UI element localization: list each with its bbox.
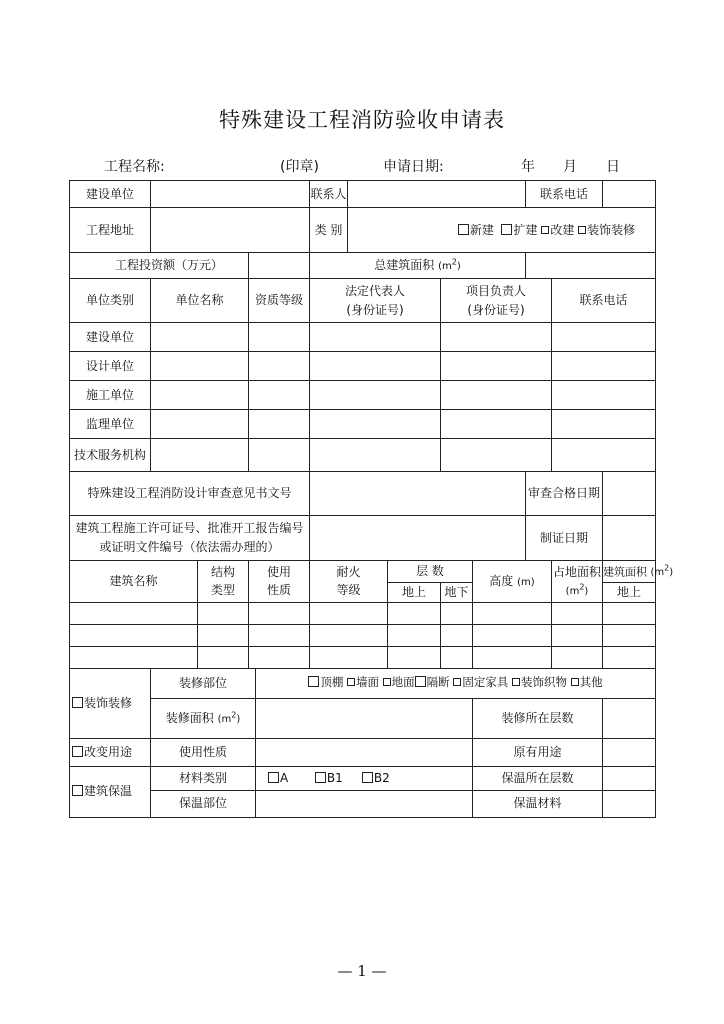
class-a-checkbox[interactable] xyxy=(268,772,279,783)
other-checkbox[interactable] xyxy=(571,678,579,686)
decoration-area-label: 装修面积 $(m^2)$ xyxy=(151,698,256,738)
insulation-material-name-label: 保温材料 xyxy=(473,790,603,817)
day-label: 日 xyxy=(606,159,620,175)
unit-cell[interactable] xyxy=(249,439,310,472)
total-area-field[interactable] xyxy=(526,253,656,279)
decoration-checkbox[interactable] xyxy=(72,697,83,708)
decoration-section: 装饰装修 xyxy=(70,668,151,738)
category-rebuild-label: 改建 xyxy=(550,222,575,237)
height-header: 高度 (m) xyxy=(473,561,552,603)
unit-cell[interactable] xyxy=(151,439,249,472)
pass-date-field[interactable] xyxy=(603,472,656,516)
insulation-section: 建筑保温 xyxy=(70,766,151,817)
building-cell[interactable] xyxy=(70,602,198,624)
building-cell[interactable] xyxy=(198,646,249,668)
building-cell[interactable] xyxy=(603,646,656,668)
land-area-header: 占地面积 $(m^2)$ xyxy=(552,561,603,603)
contact-person-label: 联系人 xyxy=(310,181,348,208)
partition-checkbox[interactable] xyxy=(415,676,426,687)
building-area-header: 建筑面积 $(m^2)$ xyxy=(603,561,656,583)
building-cell[interactable] xyxy=(552,646,603,668)
qualification-header: 资质等级 xyxy=(249,279,310,323)
building-cell[interactable] xyxy=(388,646,441,668)
application-form-table xyxy=(69,180,674,818)
fabric-checkbox[interactable] xyxy=(512,678,520,686)
unit-cell[interactable] xyxy=(552,323,656,352)
insulation-floor-label: 保温所在层数 xyxy=(473,766,603,790)
floor-checkbox[interactable] xyxy=(383,678,391,686)
building-cell[interactable] xyxy=(441,624,473,646)
contact-person-field[interactable] xyxy=(348,181,526,208)
building-cell[interactable] xyxy=(70,624,198,646)
usage-header: 使用 性质 xyxy=(249,561,310,603)
unit-row-label: 设计单位 xyxy=(70,352,151,381)
decor-checkbox[interactable] xyxy=(578,226,586,234)
area-above-header: 地上 xyxy=(603,583,656,603)
building-cell[interactable] xyxy=(473,624,552,646)
contact-phone-field[interactable] xyxy=(603,181,656,208)
legal-rep-header: 法定代表人 (身份证号) xyxy=(310,279,441,323)
unit-cell[interactable] xyxy=(151,410,249,439)
unit-cell[interactable] xyxy=(441,439,552,472)
unit-cell[interactable] xyxy=(552,439,656,472)
issue-date-field[interactable] xyxy=(603,516,656,561)
unit-cell[interactable] xyxy=(441,323,552,352)
year-label: 年 xyxy=(521,159,535,175)
decoration-part-options: 顶棚 墙面 地面 隔断 固定家具 装饰织物 其他 xyxy=(256,668,656,698)
unit-cell[interactable] xyxy=(151,352,249,381)
page-number: — 1 — xyxy=(337,962,387,980)
building-name-header: 建筑名称 xyxy=(70,561,198,603)
month-label: 月 xyxy=(563,159,577,175)
insulation-material-options: A B1 B2 xyxy=(256,766,473,790)
build-unit-label: 建设单位 xyxy=(70,181,151,208)
building-cell[interactable] xyxy=(388,602,441,624)
insulation-material-label: 材料类别 xyxy=(151,766,256,790)
build-unit-field[interactable] xyxy=(151,181,310,208)
building-cell[interactable] xyxy=(473,602,552,624)
review-doc-label: 特殊建设工程消防设计审查意见书文号 xyxy=(70,472,310,516)
pass-date-label: 审查合格日期 xyxy=(526,472,603,516)
category-expand-label: 扩建 xyxy=(513,222,538,237)
investment-label: 工程投资额（万元） xyxy=(70,253,249,279)
permit-field[interactable] xyxy=(310,516,526,561)
original-use-field[interactable] xyxy=(603,738,656,766)
unit-name-header: 单位名称 xyxy=(151,279,249,323)
decoration-area-field[interactable] xyxy=(256,698,473,738)
unit-row-label: 建设单位 xyxy=(70,323,151,352)
building-cell[interactable] xyxy=(198,624,249,646)
address-label: 工程地址 xyxy=(70,208,151,253)
unit-cell[interactable] xyxy=(249,381,310,410)
building-cell[interactable] xyxy=(473,646,552,668)
building-cell[interactable] xyxy=(70,646,198,668)
unit-cell[interactable] xyxy=(552,381,656,410)
page-title: 特殊建设工程消防验收申请表 xyxy=(219,108,505,132)
unit-cell[interactable] xyxy=(552,352,656,381)
unit-cell[interactable] xyxy=(310,410,441,439)
insulation-part-field[interactable] xyxy=(256,790,473,817)
floors-above-header: 地上 xyxy=(388,583,441,603)
unit-cell[interactable] xyxy=(310,323,441,352)
building-cell[interactable] xyxy=(603,624,656,646)
issue-date-label: 制证日期 xyxy=(526,516,603,561)
building-cell[interactable] xyxy=(552,624,603,646)
category-decor-label: 装饰装修 xyxy=(587,222,636,237)
category-options xyxy=(348,208,656,253)
building-cell[interactable] xyxy=(441,646,473,668)
building-cell[interactable] xyxy=(249,602,310,624)
insulation-checkbox[interactable] xyxy=(72,785,83,796)
category-label: 类 别 xyxy=(310,208,348,253)
permit-label: 建筑工程施工许可证号、批准开工报告编号 或证明文件编号（依法需办理的） xyxy=(70,516,310,561)
category-new-label: 新建 xyxy=(469,222,494,237)
rebuild-checkbox[interactable] xyxy=(541,226,549,234)
unit-row-label: 监理单位 xyxy=(70,410,151,439)
floors-header: 层 数 xyxy=(388,561,473,583)
project-name-label: 工程名称: xyxy=(104,159,165,175)
unit-cell[interactable] xyxy=(310,352,441,381)
insulation-floor-field[interactable] xyxy=(603,766,656,790)
building-cell[interactable] xyxy=(441,602,473,624)
ceiling-checkbox[interactable] xyxy=(308,676,319,687)
unit-cell[interactable] xyxy=(249,323,310,352)
unit-cell[interactable] xyxy=(151,381,249,410)
change-use-usage-label: 使用性质 xyxy=(151,738,256,766)
unit-cell[interactable] xyxy=(151,323,249,352)
decoration-floor-field[interactable] xyxy=(603,698,656,738)
decoration-part-label: 装修部位 xyxy=(151,668,256,698)
unit-type-header: 单位类别 xyxy=(70,279,151,323)
class-b1-checkbox[interactable] xyxy=(315,772,326,783)
unit-cell[interactable] xyxy=(441,352,552,381)
change-use-checkbox[interactable] xyxy=(72,746,83,757)
insulation-part-label: 保温部位 xyxy=(151,790,256,817)
building-cell[interactable] xyxy=(198,602,249,624)
unit-cell[interactable] xyxy=(310,381,441,410)
building-cell[interactable] xyxy=(249,624,310,646)
change-use-usage-field[interactable] xyxy=(256,738,473,766)
insulation-material-name-field[interactable] xyxy=(603,790,656,817)
building-cell[interactable] xyxy=(249,646,310,668)
expand-checkbox[interactable] xyxy=(501,224,512,235)
building-cell[interactable] xyxy=(310,624,388,646)
building-cell[interactable] xyxy=(310,646,388,668)
unit-phone-header: 联系电话 xyxy=(552,279,656,323)
unit-cell[interactable] xyxy=(249,352,310,381)
class-b2-checkbox[interactable] xyxy=(362,772,373,783)
building-cell[interactable] xyxy=(552,602,603,624)
project-manager-header: 项目负责人 (身份证号) xyxy=(441,279,552,323)
seal-label: (印章) xyxy=(280,159,319,175)
structure-header: 结构 类型 xyxy=(198,561,249,603)
unit-cell[interactable] xyxy=(441,410,552,439)
unit-cell[interactable] xyxy=(552,410,656,439)
total-area-label: 总建筑面积 $(m^2)$ xyxy=(310,253,526,279)
unit-cell[interactable] xyxy=(310,439,441,472)
fire-rating-header: 耐火 等级 xyxy=(310,561,388,603)
new-checkbox[interactable] xyxy=(458,224,469,235)
original-use-label: 原有用途 xyxy=(473,738,603,766)
floors-below-header: 地下 xyxy=(441,583,473,603)
wall-checkbox[interactable] xyxy=(347,678,355,686)
unit-cell[interactable] xyxy=(441,381,552,410)
unit-cell[interactable] xyxy=(249,410,310,439)
review-doc-field[interactable] xyxy=(310,472,526,516)
unit-row-label: 施工单位 xyxy=(70,381,151,410)
decoration-floor-label: 装修所在层数 xyxy=(473,698,603,738)
building-cell[interactable] xyxy=(310,602,388,624)
change-use-section: 改变用途 xyxy=(70,738,151,766)
building-cell[interactable] xyxy=(603,602,656,624)
unit-row-label: 技术服务机构 xyxy=(70,439,151,472)
address-field[interactable] xyxy=(151,208,310,253)
contact-phone-label: 联系电话 xyxy=(526,181,603,208)
investment-field[interactable] xyxy=(249,253,310,279)
building-cell[interactable] xyxy=(388,624,441,646)
apply-date-label: 申请日期: xyxy=(383,159,444,175)
furniture-checkbox[interactable] xyxy=(453,678,461,686)
